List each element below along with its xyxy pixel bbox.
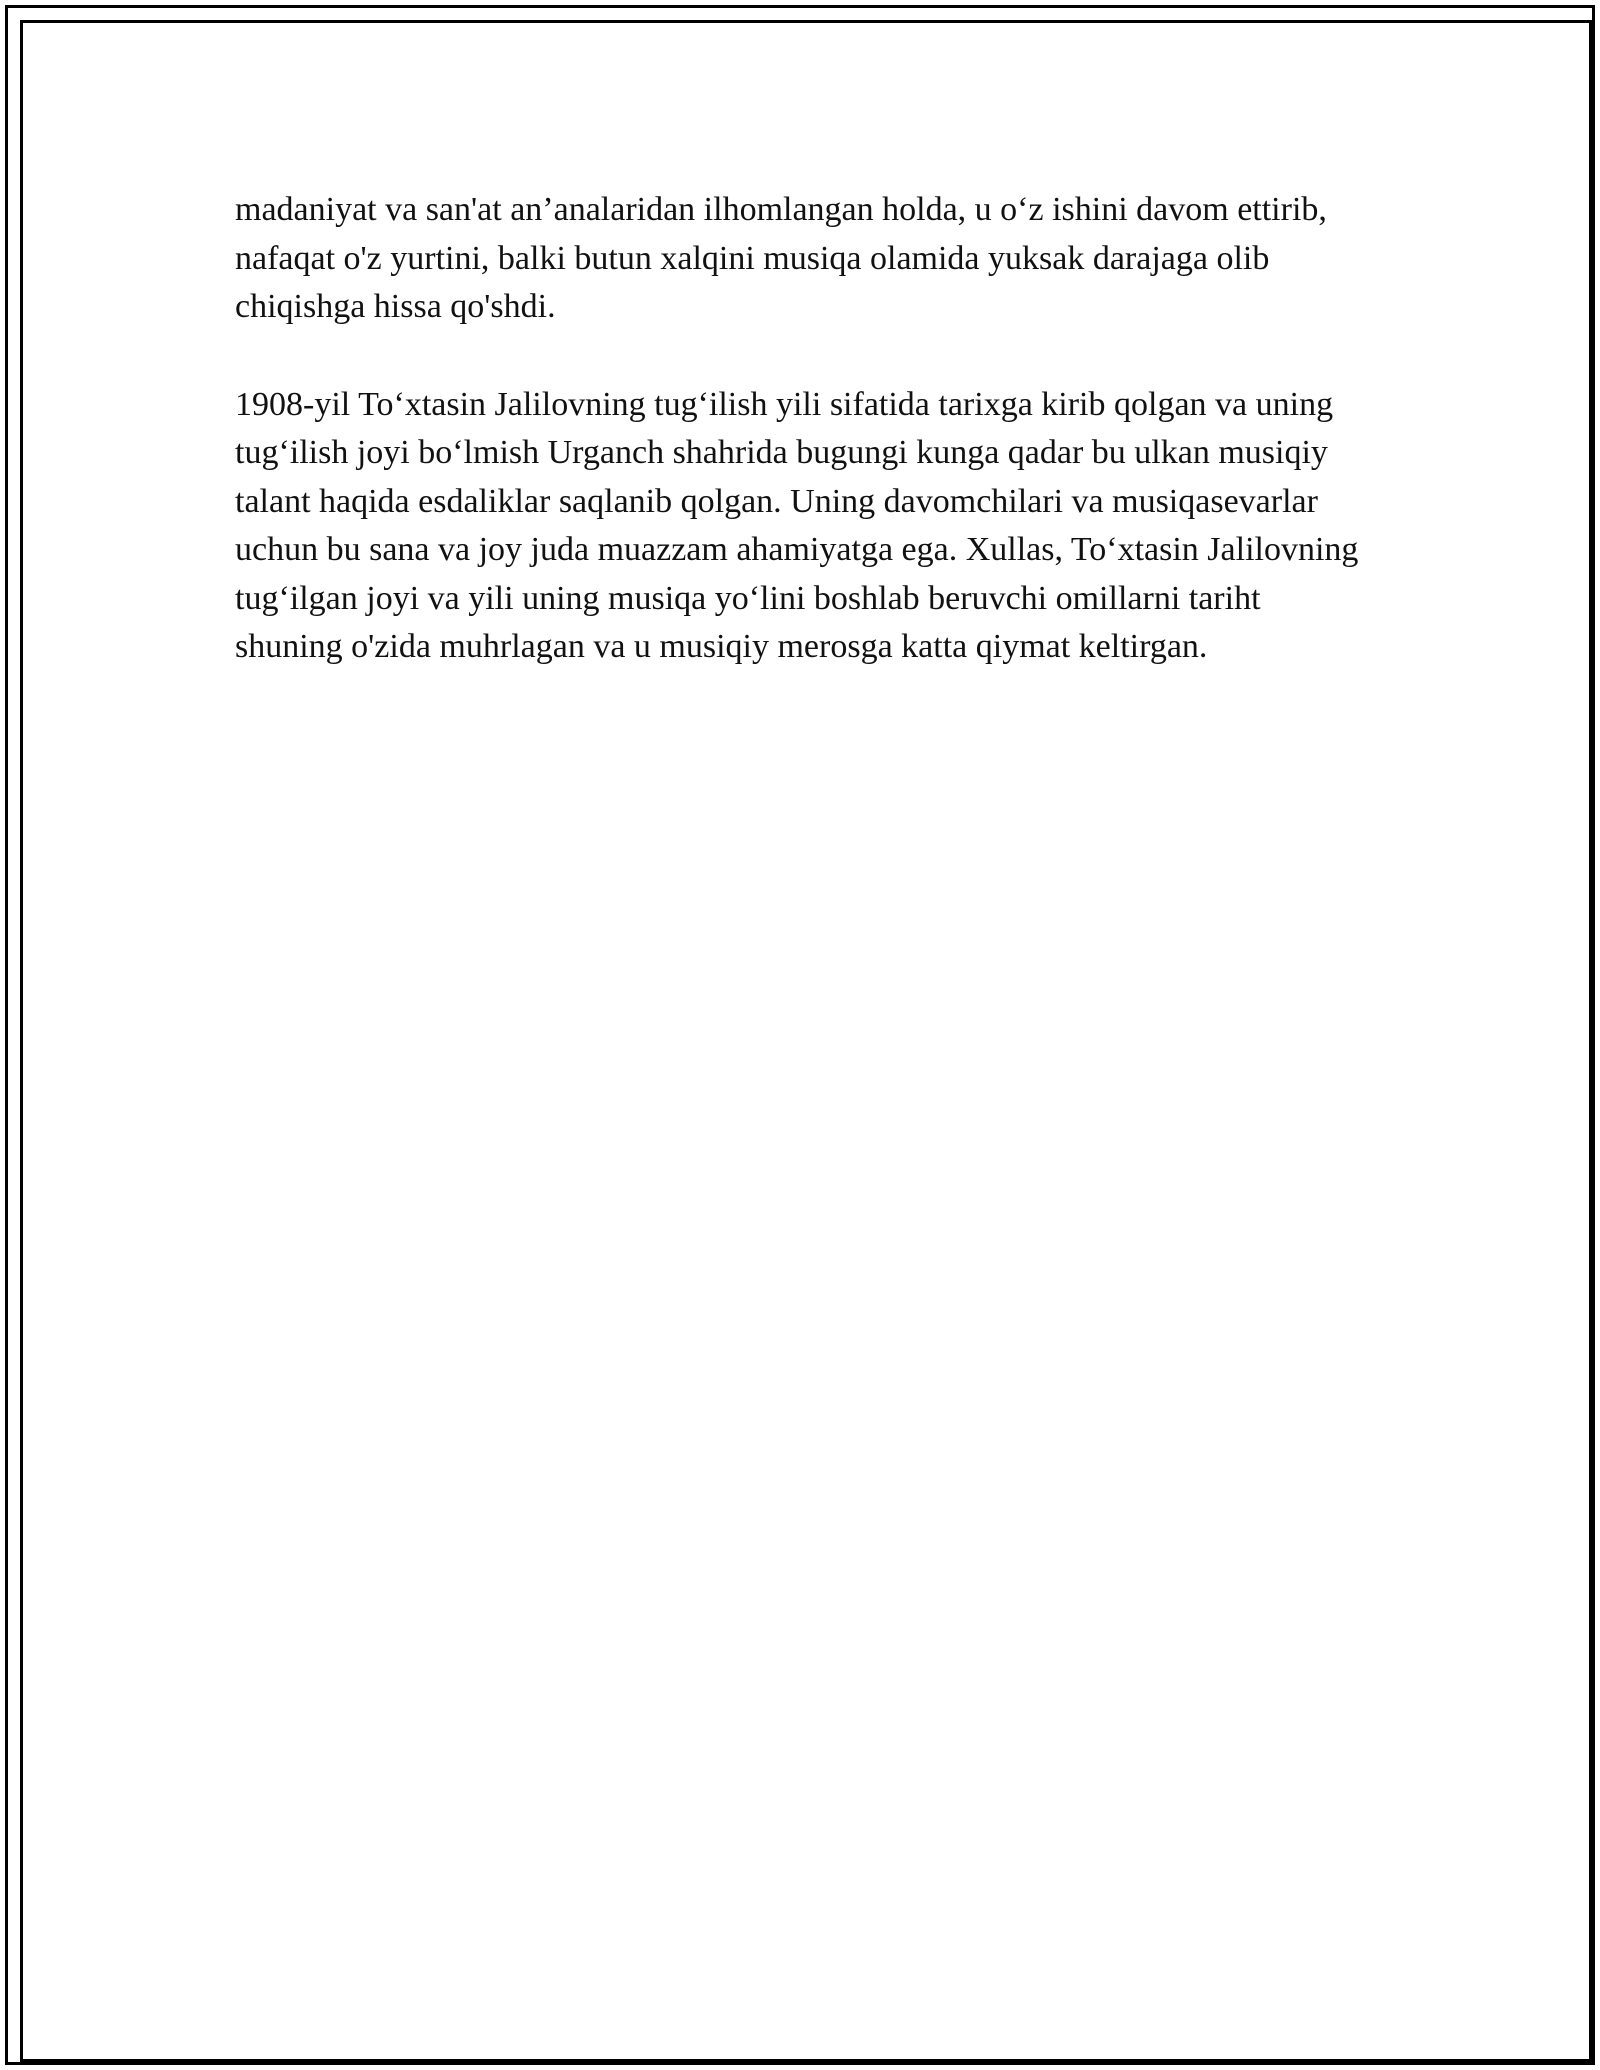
paragraph-1: madaniyat va san'at an’analaridan ilhomlangan holda, u o‘z ishini davom ettirib, nafaqat o'z yurtini, balki butun xalqini musiqa olamida yuksak darajaga olib chiqishga hissa qo'shdi. (235, 191, 1327, 325)
document-body (235, 186, 1365, 672)
paragraph-2: 1908-yil To‘xtasin Jalilovning tug‘ilish yili sifatida tarixga kirib qolgan va uning tug‘ilish joyi bo‘lmish Urganch shahrida bugungi kunga qadar bu ulkan musiqiy talant haqida esdaliklar saqlanib qolgan. Uning davomchilari va musiqasevarlar uchun bu sana va joy juda muazzam ahamiyatga ega. Xullas, To‘xtasin Jalilovning tug‘ilgan joyi va yili uning musiqa yo‘lini boshlab beruvchi omillarni tariht shuning o'zida muhrlagan va u musiqiy merosga katta qiymat keltirgan. (235, 385, 1359, 665)
